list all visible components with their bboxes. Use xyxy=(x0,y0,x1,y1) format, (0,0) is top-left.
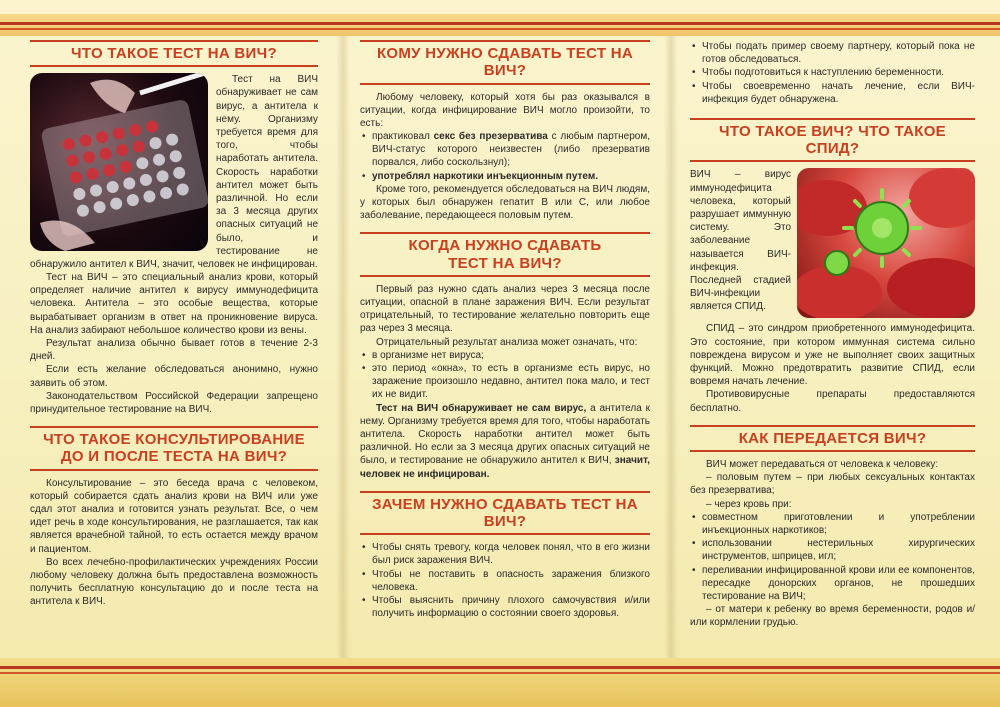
heading-rule xyxy=(360,232,650,234)
heading-rule xyxy=(360,491,650,493)
heading-what-is-hiv-aids: ЧТО ТАКОЕ ВИЧ? ЧТО ТАКОЕ СПИД? xyxy=(719,122,946,158)
bullet-item: • практиковал секс без презерватива с любым партнером, ВИЧ-статус которого неизвестен (либо презерватив порвался, либо соскользнул); xyxy=(360,130,650,170)
bullet-item: • Чтобы подать пример своему партнеру, который пока не готов обследоваться. xyxy=(690,40,975,66)
paragraph: Тест на ВИЧ – это специальный анализ крови, который определяет наличие антител к вирусу иммунодефицита человека. Антитела – это особые вещества, которые вырабатывает организм в ответ на проникновение вируса. На анализ забирают небольшое количество крови из вены. xyxy=(30,272,318,336)
heading-counseling-line2: ДО И ПОСЛЕ ТЕСТА НА ВИЧ? xyxy=(60,448,288,466)
heading-what-is-hiv-test: ЧТО ТАКОЕ ТЕСТ НА ВИЧ? xyxy=(71,45,277,62)
paragraph: ВИЧ – вирус иммунодефицита человека, который разрушает иммунную систему. Это заболевание называется ВИЧ-инфекция. Последней стадией ВИЧ-инфекции является СПИД. xyxy=(690,169,791,313)
heading-how-transmitted: КАК ПЕРЕДАЕТСЯ ВИЧ? xyxy=(738,429,927,447)
bullet-item: • Чтобы не поставить в опасность заражения близкого человека. xyxy=(360,568,650,594)
heading-counseling-line1: ЧТО ТАКОЕ КОНСУЛЬТИРОВАНИЕ xyxy=(43,431,305,449)
heading-rule xyxy=(690,118,975,120)
paragraph: ВИЧ может передаваться от человека к человеку: xyxy=(706,459,939,470)
paragraph: Тест на ВИЧ обнаруживает не сам вирус, а антитела к нему. Организму требуется время для того, чтобы наработать антитела. Скорость наработки антител может быть различной. Но если за 3 месяца других опасных ситуаций не было, и тестирование не обнаружило антител к ВИЧ, значит, человек не инфицирован. xyxy=(360,402,651,480)
heading-rule xyxy=(30,40,318,42)
heading-why-test: ЗАЧЕМ НУЖНО СДАВАТЬ ТЕСТ НА ВИЧ? xyxy=(372,495,638,530)
panel-left xyxy=(30,40,318,609)
paragraph: СПИД – это синдром приобретенного иммунодефицита. Это состояние, при котором иммунная система сильно повреждена вирусом и уже не выполняет своих защитных функций. Можно предотвратить развитие СПИД, если вовремя начать лечение. xyxy=(690,323,975,388)
fold-line-2 xyxy=(664,36,678,658)
heading-when-to-test-line1: КОГДА НУЖНО СДАВАТЬ xyxy=(408,237,602,255)
bullet-item: • Чтобы подготовиться к наступлению беременности. xyxy=(690,66,975,79)
heading-rule xyxy=(690,160,975,162)
heading-rule xyxy=(360,40,650,42)
paragraph: Отрицательный результат анализа может означать, что: xyxy=(376,336,638,348)
heading-rule xyxy=(360,533,650,535)
bullet-item: • совместном приготовлении и употреблении инъекционных наркотиков; xyxy=(690,511,975,537)
top-decorative-band xyxy=(0,14,1000,36)
bullet-item: • использовании нестерильных хирургических инструментов, шприцев, игл; xyxy=(690,537,975,563)
virus-illustration xyxy=(797,168,975,318)
list-item: – через кровь при: xyxy=(706,498,792,510)
bullet-item: • Чтобы своевременно начать лечение, если ВИЧ-инфекция будет обнаружена. xyxy=(690,80,975,106)
bullet-item: • Чтобы выяснить причину плохого самочувствия и/или получить информацию о состоянии своего здоровья. xyxy=(360,594,650,620)
paragraph: Во всех лечебно-профилактических учреждениях России любому человеку должна быть предоставлена возможность получить бесплатную консультацию до и после теста на антитела к ВИЧ. xyxy=(30,556,318,608)
paragraph: Первый раз нужно сдать анализ через 3 месяца после ситуации, опасной в плане заражения ВИЧ. Если результат отрицательный, то тестирование желательно повторить еще раз через 3 месяца. xyxy=(360,283,650,335)
bullet-item: • употреблял наркотики инъекционным путем. xyxy=(360,170,650,183)
heading-rule xyxy=(30,65,318,67)
bullet-item: • Чтобы снять тревогу, когда человек понял, что в его жизни был риск заражения ВИЧ. xyxy=(360,541,650,567)
lab-test-photo xyxy=(30,73,208,251)
heading-when-to-test-line2: ТЕСТ НА ВИЧ? xyxy=(448,254,562,272)
bottom-decorative-band xyxy=(0,658,1000,707)
heading-rule xyxy=(360,83,650,85)
paragraph: Кроме того, рекомендуется обследоваться на ВИЧ людям, у которых был обнаружен гепатит В или С, или любое заболевание, передающееся половым путем. xyxy=(360,183,650,222)
heading-who-should-test: КОМУ НУЖНО СДАВАТЬ ТЕСТ НА ВИЧ? xyxy=(376,45,634,80)
paragraph: Консультирование – это беседа врача с человеком, который собирается сдать анализ крови на ВИЧ или уже сдал этот анализ и готовится узнать результат. Все, о чем идет речь в ходе консультирования, не разглашается, так как является врачебной тайной, то есть остается между врачом и пациентом. xyxy=(30,477,318,555)
heading-rule xyxy=(690,425,975,427)
panel-right xyxy=(690,40,975,629)
paragraph: Если есть желание обследоваться анонимно, нужно заявить об этом. xyxy=(30,364,318,389)
paragraph: Законодательством Российской Федерации запрещено принудительное тестирование на ВИЧ. xyxy=(30,390,318,415)
paragraph: Результат анализа обычно бывает готов в течение 2-3 дней. xyxy=(30,338,318,363)
panel-middle xyxy=(360,40,650,620)
bullet-item: • это период «окна», то есть в организме есть вирус, но заражение произошло недавно, антител пока мало, и тест их не видит. xyxy=(360,362,650,402)
bullet-item: • переливании инфицированной крови или ее компонентов, пересадке донорских органов, не прошедших тестирование на ВИЧ; xyxy=(690,564,975,604)
paragraph: Противовирусные препараты предоставляются бесплатно. xyxy=(690,389,975,414)
paragraph: Любому человеку, который хотя бы раз оказывался в ситуации, когда инфицирование ВИЧ могло произойти, то есть: xyxy=(360,91,650,129)
heading-rule xyxy=(30,426,318,428)
heading-rule xyxy=(360,275,650,277)
bullet-item: • в организме нет вируса; xyxy=(360,349,650,362)
heading-rule xyxy=(30,469,318,471)
heading-rule xyxy=(690,450,975,452)
list-item: – от матери к ребенку во время беременности, родов и/или кормлении грудью. xyxy=(690,604,975,629)
list-item: – половым путем – при любых сексуальных контактах без презерватива; xyxy=(690,472,975,497)
fold-line-1 xyxy=(336,36,350,658)
paragraph: Тест на ВИЧ обнаруживает не сам вирус, а антитела к нему. Организму требуется время для того, чтобы наработать антитела. Скорость наработки антител может быть различной. Но если за 3 месяца других опасных ситуаций не было, и тестирование не обнаружило антител к ВИЧ, значит, человек не инфицирован. xyxy=(30,74,318,270)
